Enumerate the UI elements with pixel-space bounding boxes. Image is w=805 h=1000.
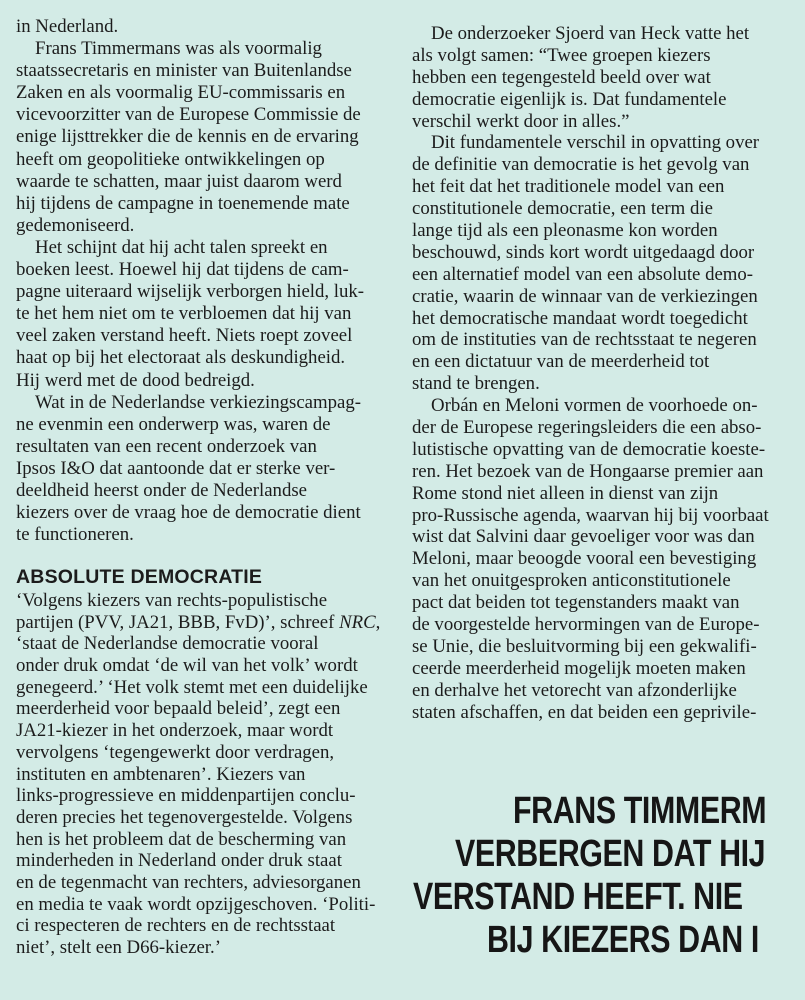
text-line: Het schijnt dat hij acht talen spreekt en xyxy=(35,236,328,258)
text-line: vervolgens ‘tegengewerkt door verdragen, xyxy=(16,741,335,763)
text-line: veel zaken verstand heeft. Niets roept zoveel xyxy=(16,325,353,347)
paragraph xyxy=(412,132,769,395)
text-line: genegeerd.’ ‘Het volk stemt met een duidelijke xyxy=(16,676,368,698)
text-line: het democratische mandaat wordt toegedicht xyxy=(412,307,748,329)
text-line: het feit dat het traditionele model van een xyxy=(412,176,725,198)
text-line: ci respecteren de rechters en de rechtsstaat xyxy=(16,915,336,937)
text-line: Zaken en als voormalig EU-commissaris en xyxy=(16,82,346,104)
text-line: pact dat beiden tot tegenstanders maakt van xyxy=(412,592,740,614)
text-line: beschouwd, sinds kort wordt uitgedaagd door xyxy=(412,241,755,263)
section-heading: ABSOLUTE DEMOCRATIE xyxy=(16,566,263,588)
text-line: Orbán en Meloni vormen de voorhoede on- xyxy=(431,395,758,417)
text-line: een alternatief model van een absolute demo- xyxy=(412,263,754,285)
text-line: te het hem niet om te verbloemen dat hij van xyxy=(16,303,352,325)
text-line: wist dat Salvini daar gevoeliger voor was dan xyxy=(412,526,755,548)
pull-quote-line: VERBERGEN DAT HIJ xyxy=(455,833,766,875)
text-line: deeldheid heerst onder de Nederlandse xyxy=(16,479,307,501)
text-line: deren precies het tegenovergestelde. Volgens xyxy=(16,806,353,828)
text-line: Frans Timmermans was als voormalig xyxy=(35,38,322,60)
pull-quote-line: FRANS TIMMERM xyxy=(513,790,767,832)
text-line: gedemoniseerd. xyxy=(16,214,135,236)
text-line: kiezers over de vraag hoe de democratie dient xyxy=(16,502,361,524)
text-line: stand te brengen. xyxy=(412,373,540,395)
paragraph xyxy=(16,16,364,38)
text-line: hij tijdens de campagne in toenemende mate xyxy=(16,192,350,214)
text-line: ‘staat de Nederlandse democratie vooral xyxy=(16,633,319,655)
text-line: democratie eigenlijk is. Dat fundamentele xyxy=(412,88,727,110)
left-column xyxy=(16,16,364,546)
text-line: partijen (PVV, JA21, BBB, FvD)’, schreef NRC, xyxy=(16,611,381,633)
text-line: en een dictatuur van de meerderheid tot xyxy=(412,351,710,373)
text-line: instituten en ambtenaren’. Kiezers van xyxy=(16,763,306,785)
text-line: ren. Het bezoek van de Hongaarse premier aan xyxy=(412,460,764,482)
text-line: boeken leest. Hoewel hij dat tijdens de cam- xyxy=(16,259,349,281)
text-line: en de tegenmacht van rechters, adviesorganen xyxy=(16,871,361,893)
right-column xyxy=(412,23,769,724)
text-line: en media te vaak wordt opzijgeschoven. ‘Politi- xyxy=(16,893,376,915)
text-line: in Nederland. xyxy=(16,16,119,37)
text-line: en derhalve het vetorecht van afzonderlijke xyxy=(412,679,737,701)
text-line: se Unie, die besluitvorming bij een gekwalifi- xyxy=(412,635,757,657)
text-line: De onderzoeker Sjoerd van Heck vatte het xyxy=(431,23,750,44)
quote-paragraph xyxy=(16,590,380,959)
text-line: minderheden in Nederland onder druk staat xyxy=(16,850,342,872)
paragraph xyxy=(412,395,769,723)
text-line: Rome stond niet alleen in dienst van zijn xyxy=(412,482,719,504)
text-line: ceerde meerderheid mogelijk moeten maken xyxy=(412,657,746,679)
text-line: enige lijsttrekker die de kennis en de ervaring xyxy=(16,126,359,148)
text-line: links-progressieve en middenpartijen conclu- xyxy=(16,785,356,807)
text-line: de voorgestelde hervormingen van de Europe- xyxy=(412,614,760,636)
text-line: meerderheid voor bepaald beleid’, zegt een xyxy=(16,698,341,720)
text-line: van het onuitgesproken anticonstitutionele xyxy=(412,570,731,592)
paragraph xyxy=(16,392,364,547)
text-line: haat op bij het electoraat als deskundigheid. xyxy=(16,347,346,369)
text-line: niet’, stelt een D66-kiezer.’ xyxy=(16,937,221,958)
text-line: heeft om geopolitieke ontwikkelingen op xyxy=(16,148,325,170)
text-line: verschil werkt door in alles.” xyxy=(412,110,630,132)
paragraph xyxy=(16,237,364,392)
text-line: JA21-kiezer in het onderzoek, maar wordt xyxy=(16,720,334,742)
text-line: Hij werd met de dood bedreigd. xyxy=(16,369,255,391)
text-line: Ipsos I&O dat aantoonde dat er sterke ver- xyxy=(16,457,336,479)
text-line: om de instituties van de rechtsstaat te negeren xyxy=(412,329,757,351)
publication-name: NRC xyxy=(339,611,376,633)
text-line: resultaten van een recent onderzoek van xyxy=(16,435,317,457)
text-line: waarde te schatten, maar juist daarom werd xyxy=(16,170,342,192)
text-line: onder druk omdat ‘de wil van het volk’ wordt xyxy=(16,655,358,677)
text-line: der de Europese regeringsleiders die een abso- xyxy=(412,417,762,439)
text-line: hen is het probleem dat de bescherming van xyxy=(16,828,347,850)
text-line: te functioneren. xyxy=(16,524,134,546)
pull-quote-line: VERSTAND HEEFT. NIE xyxy=(413,876,743,918)
paragraph xyxy=(16,38,364,237)
text-line: vicevoorzitter van de Europese Commissie de xyxy=(16,104,361,126)
text-line: lange tijd als een pleonasme kon worden xyxy=(412,220,718,242)
text-line: pro-Russische agenda, waarvan hij bij voorbaat xyxy=(412,504,769,526)
text-line: staten afschaffen, en dat beiden een geprivile- xyxy=(412,701,757,723)
pull-quote-line: BIJ KIEZERS DAN I xyxy=(487,919,759,961)
text-line: de definitie van democratie is het gevolg van xyxy=(412,154,750,176)
text-line: als volgt samen: “Twee groepen kiezers xyxy=(412,44,711,66)
text-line: Meloni, maar beoogde vooral een bevestiging xyxy=(412,548,757,570)
paragraph xyxy=(412,23,769,132)
text-line: ne evenmin een onderwerp was, waren de xyxy=(16,413,331,435)
text-line: Dit fundamentele verschil in opvatting over xyxy=(431,132,760,154)
text-line: staatssecretaris en minister van Buitenlandse xyxy=(16,60,352,82)
text-line: hebben een tegengesteld beeld over wat xyxy=(412,66,711,88)
text-line: pagne uiteraard wijselijk verborgen hield, luk- xyxy=(16,281,365,303)
text-line: constitutionele democratie, een term die xyxy=(412,198,713,220)
text-line: Wat in de Nederlandse verkiezingscampag- xyxy=(35,391,361,413)
text-line: ‘Volgens kiezers van rechts-populistische xyxy=(16,590,328,611)
text-line: lutistische opvatting van de democratie koeste- xyxy=(412,438,766,460)
text-line: cratie, waarin de winnaar van de verkiezingen xyxy=(412,285,758,307)
